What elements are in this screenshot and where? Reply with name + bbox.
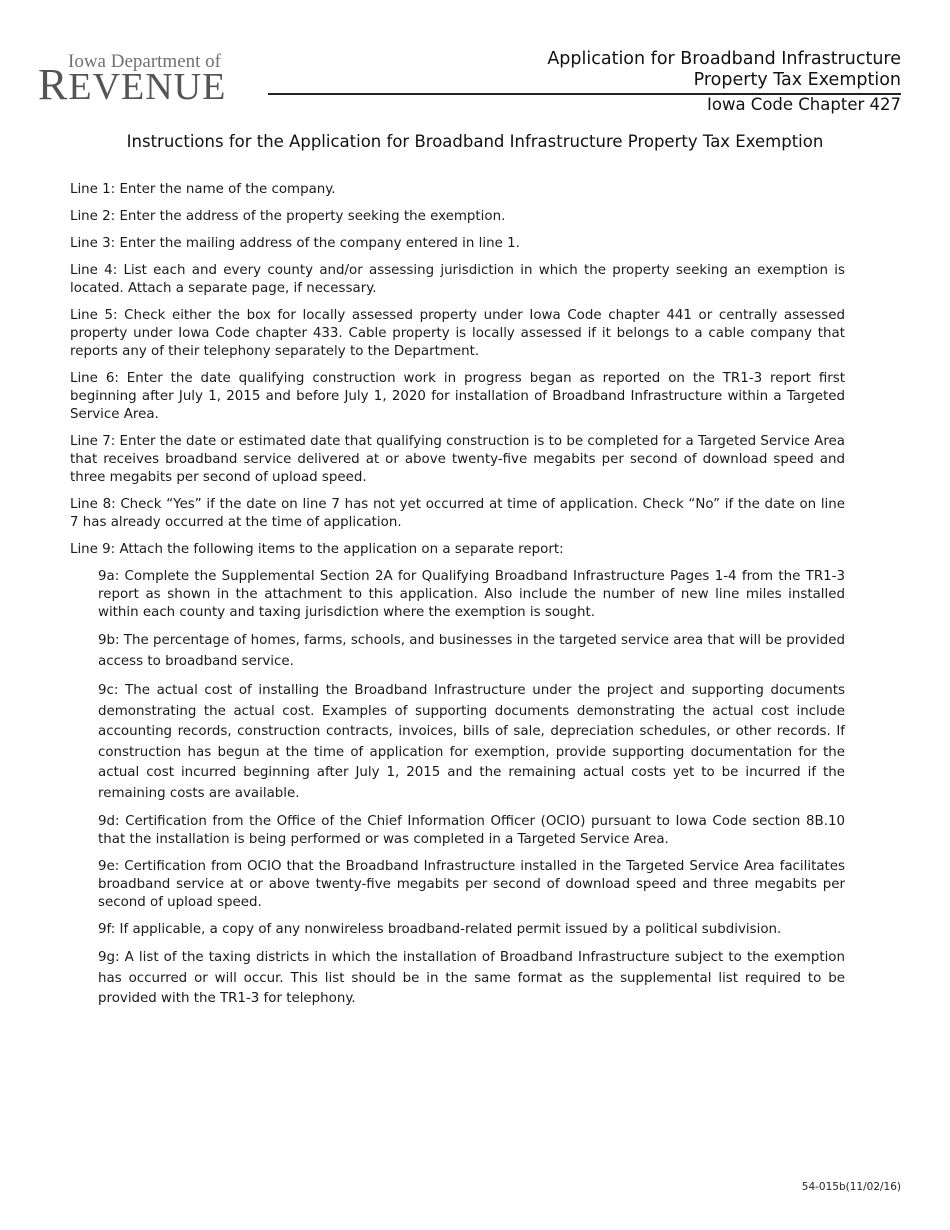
form-number: 54-015b(11/02/16) bbox=[801, 1181, 901, 1193]
instruction-item-9b: 9b: The percentage of homes, farms, schools, and businesses in the targeted service area that will be provided access to broadband service. bbox=[98, 633, 845, 669]
form-title bbox=[547, 49, 901, 91]
instruction-line-5: Line 5: Check either the box for locally assessed property under Iowa Code chapter 441 or centrally assessed property under Iowa Code chapter 433. Cable property is locally assessed if it belongs to a cable company that reports any of their telephony separately to the Department. bbox=[70, 308, 845, 359]
instruction-item-9f: 9f: If applicable, a copy of any nonwireless broadband-related permit issued by a political subdivision. bbox=[98, 922, 782, 937]
instructions-heading: Instructions for the Application for Broadband Infrastructure Property Tax Exemption bbox=[126, 132, 824, 151]
instruction-line-2: Line 2: Enter the address of the property seeking the exemption. bbox=[70, 209, 506, 224]
form-title-line-2: Property Tax Exemption bbox=[693, 70, 901, 90]
instruction-line-6: Line 6: Enter the date qualifying construction work in progress began as reported on the TR1-3 report first beginning after July 1, 2015 and before July 1, 2020 for installation of Broadband Infrastructure within a Targeted Service Area. bbox=[70, 371, 845, 422]
form-title-line-1: Application for Broadband Infrastructure bbox=[547, 49, 901, 69]
instruction-item-9a: 9a: Complete the Supplemental Section 2A for Qualifying Broadband Infrastructure Pages 1-4 from the TR1-3 report as shown in the attachment to this application. Also include the number of new line miles installed within each county and taxing jurisdiction where the exemption is sought. bbox=[98, 569, 845, 620]
instruction-item-9d: 9d: Certification from the Office of the Chief Information Officer (OCIO) pursuant to Iowa Code section 8B.10 that the installation is being performed or was completed in a Targeted Service Area. bbox=[98, 814, 845, 847]
instruction-line-1: Line 1: Enter the name of the company. bbox=[70, 182, 336, 197]
instruction-line-7: Line 7: Enter the date or estimated date that qualifying construction is to be completed for a Targeted Service Area that receives broadband service delivered at or above twenty-five megabits per second of download speed and three megabits per second of upload speed. bbox=[70, 434, 845, 485]
instruction-item-9e: 9e: Certification from OCIO that the Broadband Infrastructure installed in the Targeted Service Area facilitates broadband service at or above twenty-five megabits per second of download speed and three megabits per second of upload speed. bbox=[98, 859, 845, 910]
iowa-code-chapter: Iowa Code Chapter 427 bbox=[706, 95, 901, 114]
instruction-line-9: Line 9: Attach the following items to the application on a separate report: bbox=[70, 542, 564, 557]
instruction-line-3: Line 3: Enter the mailing address of the company entered in line 1. bbox=[70, 236, 520, 251]
logo-revenue-rest: EVENUE bbox=[68, 66, 227, 108]
instruction-item-9g: 9g: A list of the taxing districts in which the installation of Broadband Infrastructure subject to the exemption has occurred or will occur. This list should be in the same format as the supplemental list required to be provided with the TR1-3 for telephony. bbox=[98, 950, 845, 1006]
instruction-line-8: Line 8: Check “Yes” if the date on line 7 has not yet occurred at time of application. Check “No” if the date on line 7 has already occurred at the time of application. bbox=[70, 497, 845, 530]
instruction-item-9c: 9c: The actual cost of installing the Broadband Infrastructure under the project and supporting documents demonstrating the actual cost. Examples of supporting documents demonstrating the actual cost include accounting records, construction contracts, invoices, bills of sale, depreciation schedules, or other records. If construction has begun at the time of application for exemption, provide supporting documentation for the actual cost incurred beginning after July 1, 2015 and the remaining actual costs yet to be incurred if the remaining costs are available. bbox=[98, 683, 845, 801]
instructions-body bbox=[70, 181, 845, 1019]
iowa-revenue-logo bbox=[38, 51, 248, 109]
logo-revenue-initial: R bbox=[38, 60, 69, 109]
instruction-line-4: Line 4: List each and every county and/or assessing jurisdiction in which the property seeking an exemption is located. Attach a separate page, if necessary. bbox=[70, 263, 845, 296]
logo-department-text: Iowa Department of bbox=[68, 51, 221, 72]
